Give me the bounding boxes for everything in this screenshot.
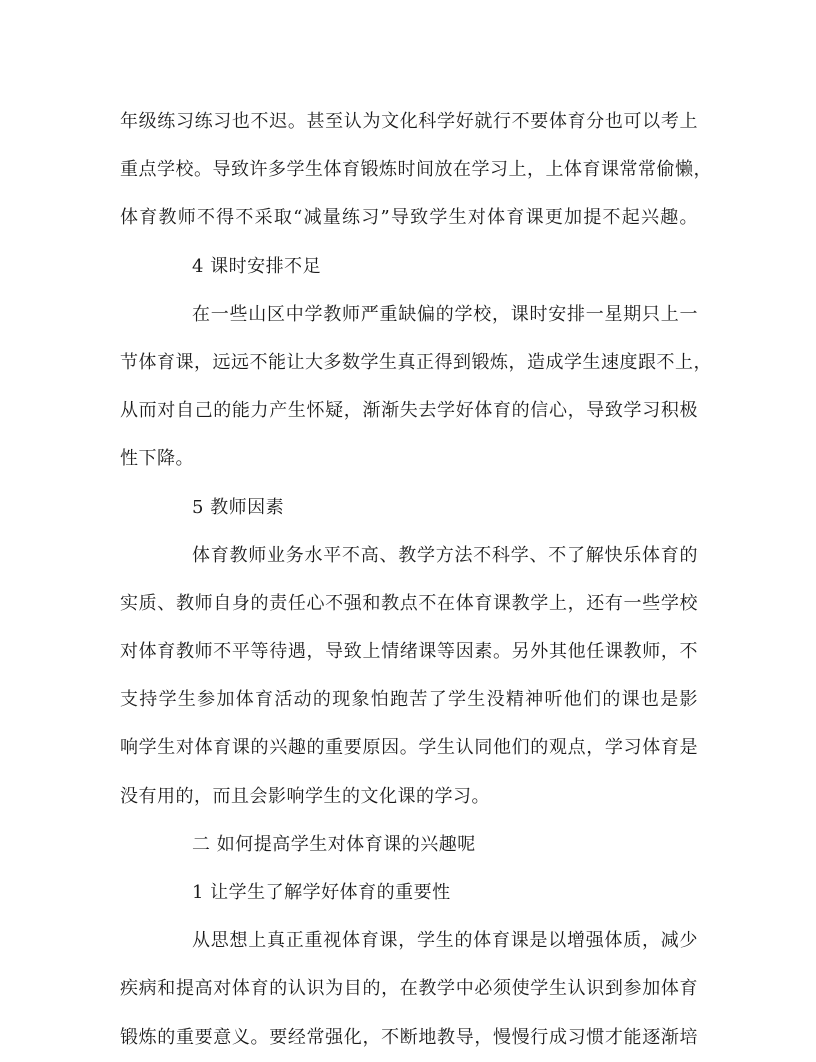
paragraph-line: 支持学生参加体育活动的现象怕跑苦了学生没精神听他们的课也是影 [120, 689, 698, 711]
paragraph-line: 对体育教师不平等待遇，导致上情绪课等因素。另外其他任课教师，不 [120, 641, 698, 663]
paragraph-line: 锻炼的重要意义。要经常强化，不断地教导，慢慢行成习惯才能逐渐培 [120, 1026, 698, 1048]
paragraph-line: 体育教师不得不采取“减量练习”导致学生对体育课更加提不起兴趣。 [120, 207, 698, 229]
paragraph-line: 从而对自己的能力产生怀疑，渐渐失去学好体育的信心，导致学习积极 [120, 400, 698, 422]
paragraph-line: 节体育课，远远不能让大多数学生真正得到锻炼，造成学生速度跟不上， [120, 351, 712, 373]
paragraph-line: 体育教师业务水平不高、教学方法不科学、不了解快乐体育的 [192, 544, 698, 566]
paragraph-line: 在一些山区中学教师严重缺偏的学校，课时安排一星期只上一 [192, 303, 698, 325]
paragraph-line: 从思想上真正重视体育课，学生的体育课是以增强体质，减少 [192, 930, 698, 952]
paragraph-line: 疾病和提高对体育的认识为目的，在教学中必须使学生认识到参加体育 [120, 978, 698, 1000]
subsection-heading: 1 让学生了解学好体育的重要性 [192, 882, 451, 903]
paragraph-line: 实质、教师自身的责任心不强和教点不在体育课教学上，还有一些学校 [120, 592, 698, 614]
section-heading: 4 课时安排不足 [192, 255, 322, 277]
section-heading: 二 如何提高学生对体育课的兴趣呢 [192, 833, 476, 855]
section-heading: 5 教师因素 [192, 496, 285, 518]
paragraph-line: 没有用的，而且会影响学生的文化课的学习。 [120, 785, 490, 807]
paragraph-line: 性下降。 [120, 448, 194, 470]
paragraph-line: 响学生对体育课的兴趣的重要原因。学生认同他们的观点，学习体育是 [120, 737, 698, 759]
document-body [120, 98, 712, 1062]
paragraph-line: 年级练习练习也不迟。甚至认为文化科学好就行不要体育分也可以考上 [120, 111, 698, 132]
paragraph-line: 重点学校。导致许多学生体育锻炼时间放在学习上，上体育课常常偷懒， [120, 159, 712, 181]
